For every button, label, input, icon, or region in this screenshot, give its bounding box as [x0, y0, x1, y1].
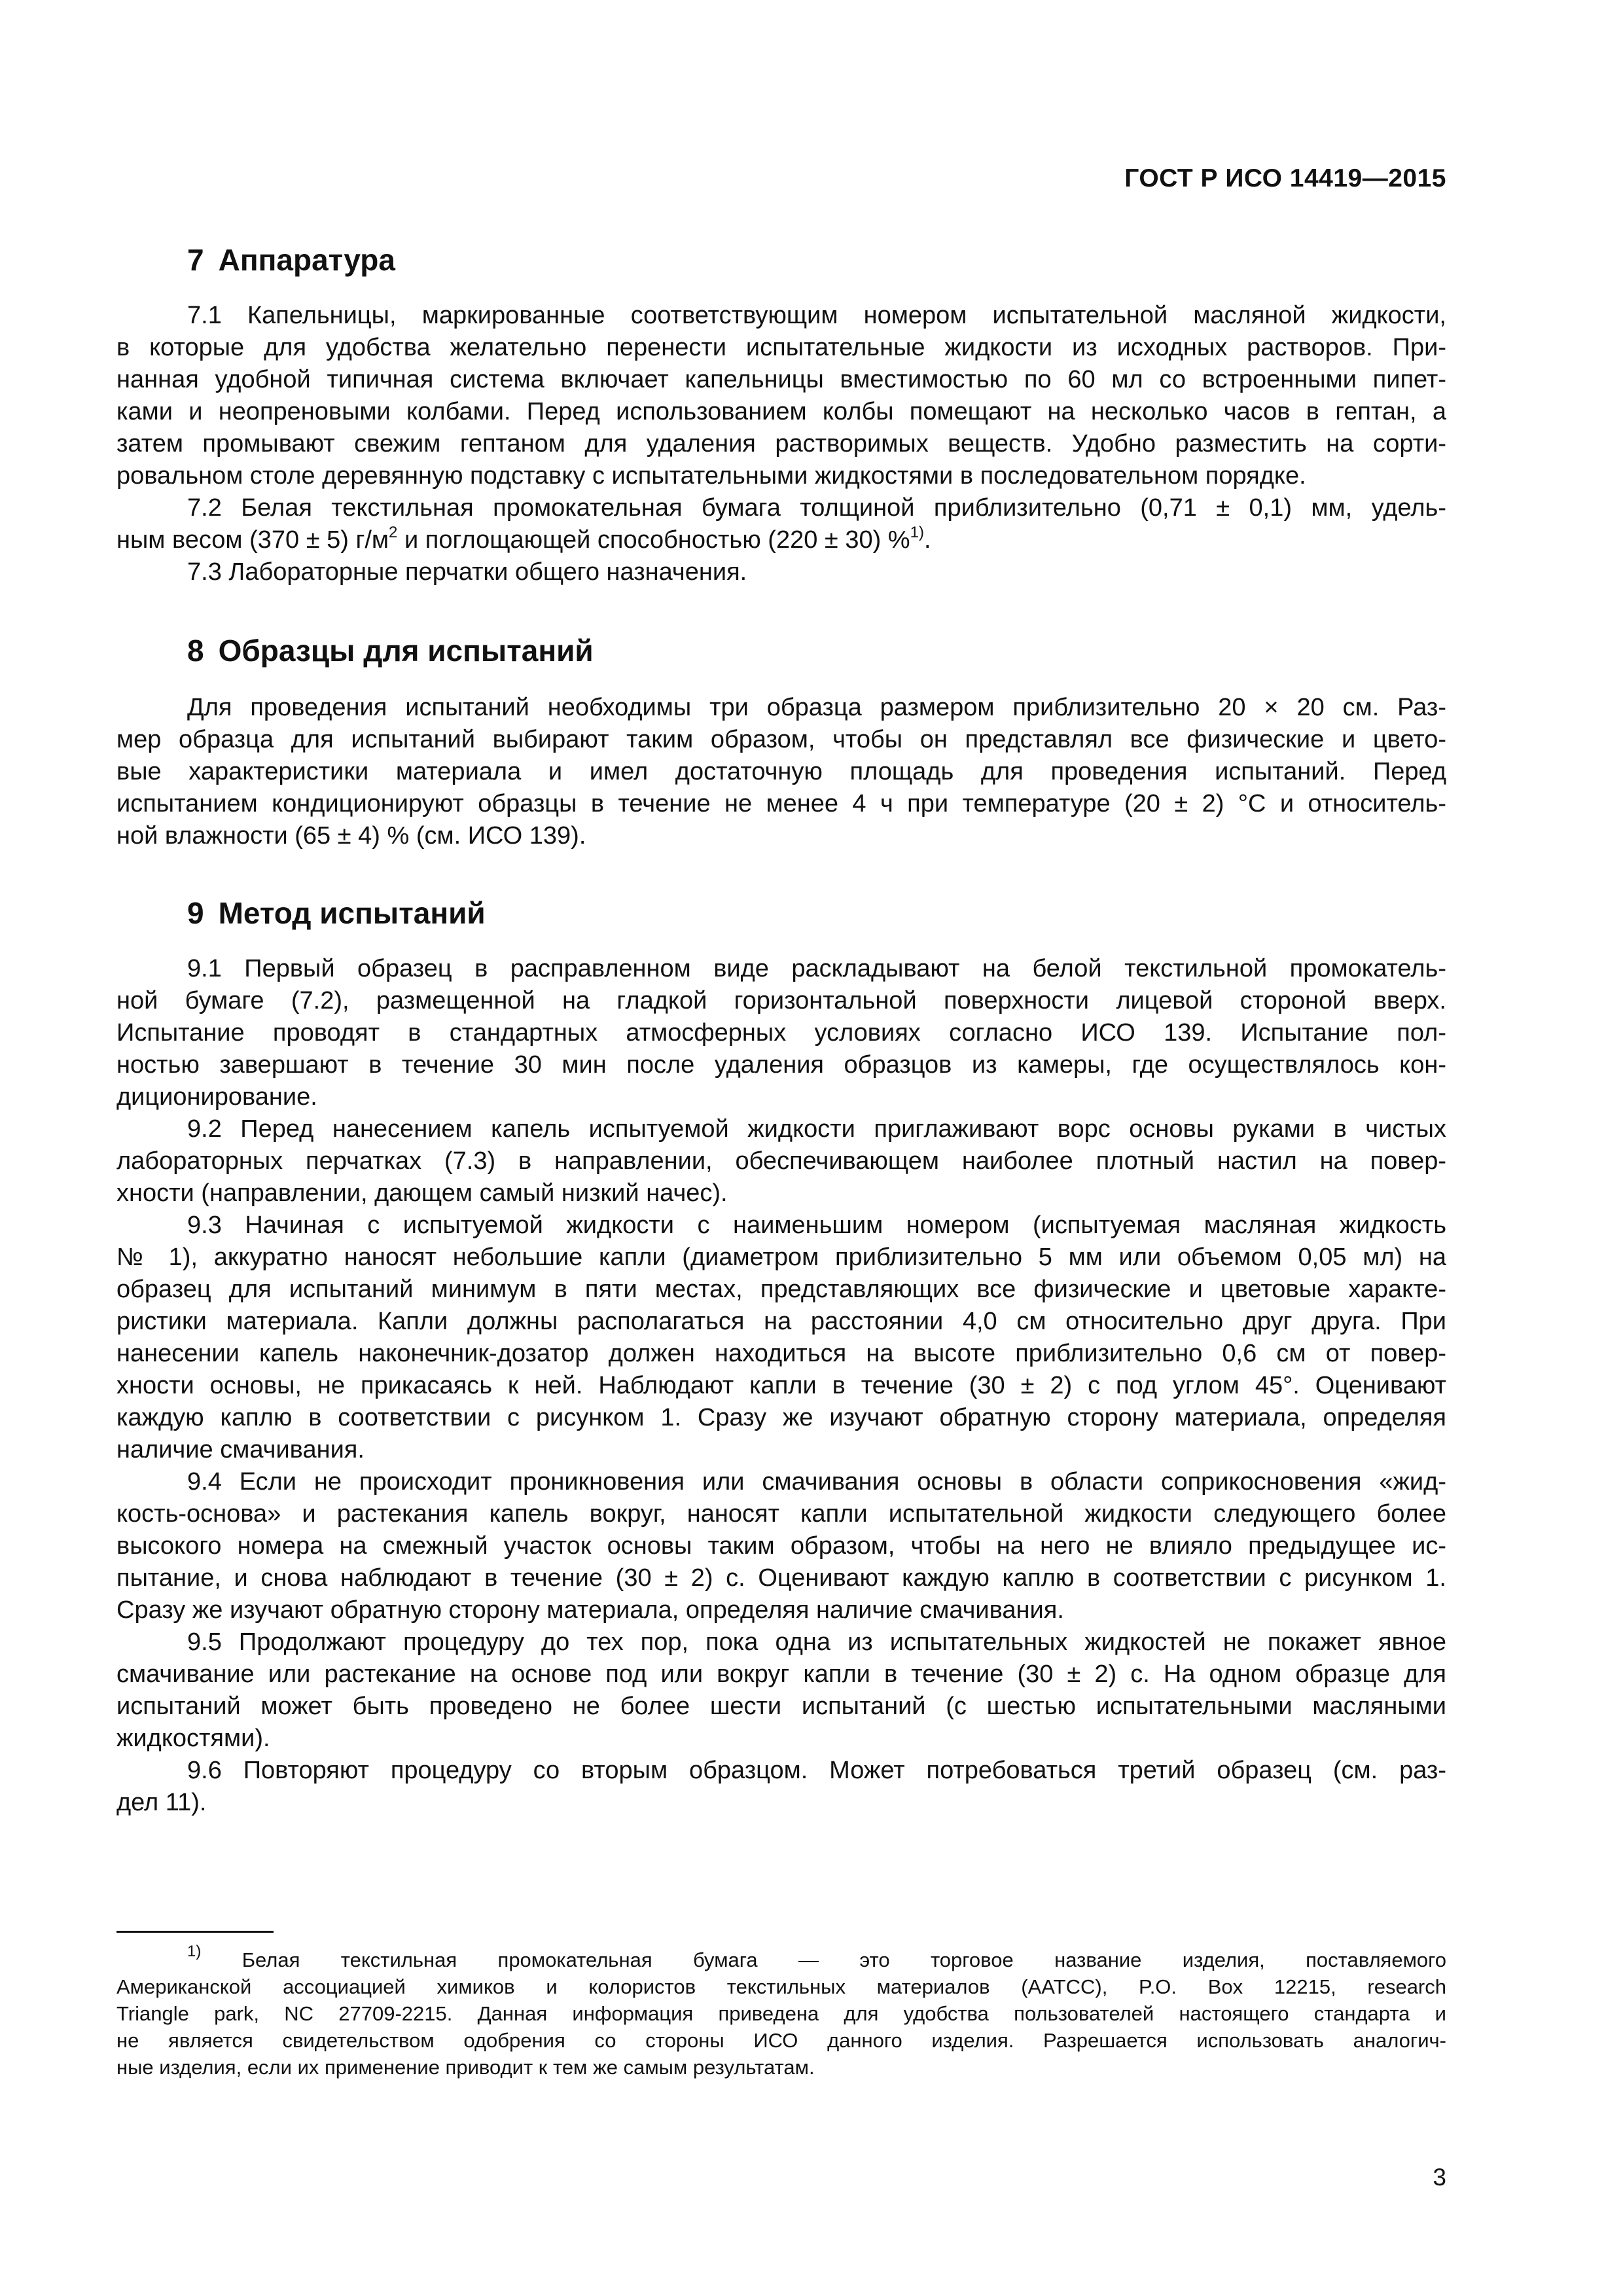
- text-fragment: .: [923, 526, 931, 554]
- text-line: ристики материала. Капли должны располагаться на расстоянии 4,0 см относительно друг друга. При: [116, 1308, 1446, 1335]
- text-line: ровальном столе деревянную подставку с испытательными жидкостями в последовательном порядке.: [116, 462, 1306, 490]
- footnote-line: [116, 1943, 1446, 1973]
- text-fragment: ным весом (370 ± 5) г/м: [116, 526, 389, 554]
- text-line: ностью завершают в течение 30 мин после удаления образцов из камеры, где осуществлялось кон-: [116, 1051, 1446, 1079]
- section-8-number: 8: [187, 634, 204, 668]
- text-line: смачивание или растекание на основе под или вокруг капли в течение (30 ± 2) с. На одном образце для: [116, 1660, 1446, 1688]
- footnote-line: Triangle park, NC 27709-2215. Данная информация приведена для удобства пользователей настоящего стандарта и: [116, 2002, 1446, 2025]
- text-line: ной бумаге (7.2), размещенной на гладкой горизонтальной поверхности лицевой стороной вверх.: [116, 987, 1446, 1014]
- text-line: наличие смачивания.: [116, 1436, 365, 1463]
- document-page: [116, 0, 1446, 2296]
- footnote-separator: [116, 1931, 274, 1933]
- text-line: 9.6 Повторяют процедуру со вторым образцом. Может потребоваться третий образец (см. раз-: [187, 1757, 1446, 1784]
- text-line: вые характеристики материала и имел достаточную площадь для проведения испытаний. Перед: [116, 758, 1446, 785]
- text-line: жидкостями).: [116, 1725, 270, 1752]
- paragraph-9-6: [116, 1755, 1446, 1819]
- text-line: Испытание проводят в стандартных атмосферных условиях согласно ИСО 139. Испытание пол-: [116, 1019, 1446, 1047]
- text-line: 9.4 Если не происходит проникновения или смачивания основы в области соприкосновения «жид-: [187, 1468, 1446, 1496]
- paragraph-9-4: [116, 1466, 1446, 1626]
- text-line: мер образца для испытаний выбирают таким образом, чтобы он представлял все физические и цвето-: [116, 726, 1446, 753]
- text-line: ной влажности (65 ± 4) % (см. ИСО 139).: [116, 822, 586, 850]
- text-line: каждую каплю в соответствии с рисунком 1. Сразу же изучают обратную сторону материала, определяя: [116, 1404, 1446, 1431]
- footnote-line: ные изделия, если их применение приводит к тем же самым результатам.: [116, 2056, 815, 2079]
- paragraph-9-5: [116, 1626, 1446, 1755]
- text-line: испытанием кондиционируют образцы в течение не менее 4 ч при температуре (20 ± 2) °С и относитель-: [116, 790, 1446, 817]
- text-line: хности (направлении, дающем самый низкий начес).: [116, 1179, 728, 1207]
- footnote-marker: 1): [187, 1943, 202, 1960]
- document-code: ГОСТ Р ИСО 14419—2015: [1124, 164, 1446, 192]
- text-line: 9.1 Первый образец в расправленном виде раскладывают на белой текстильной промокатель-: [187, 955, 1446, 982]
- text-line: ками и неопреновыми колбами. Перед использованием колбы помещают на несколько часов в гептан, а: [116, 398, 1446, 425]
- section-7-number: 7: [187, 243, 204, 277]
- text-line: 9.3 Начиная с испытуемой жидкости с наименьшим номером (испытуемая масляная жидкость: [187, 1211, 1446, 1239]
- superscript: 2: [389, 524, 398, 541]
- text-line: № 1), аккуратно наносят небольшие капли (диаметром приблизительно 5 мм или объемом 0,05 мл) на: [116, 1244, 1446, 1271]
- text-line: Для проведения испытаний необходимы три образца размером приблизительно 20 × 20 см. Раз-: [187, 694, 1446, 721]
- text-line: Сразу же изучают обратную сторону материала, определяя наличие смачивания.: [116, 1596, 1064, 1624]
- text-line: кость-основа» и растекания капель вокруг, наносят капли испытательной жидкости следующего более: [116, 1500, 1446, 1528]
- text-line: нанесении капель наконечник-дозатор должен находиться на высоте приблизительно 0,6 см от повер-: [116, 1340, 1446, 1367]
- paragraph-9-3: [116, 1210, 1446, 1466]
- paragraph-9-1: [116, 953, 1446, 1113]
- text-line: 9.2 Перед нанесением капель испытуемой жидкости приглаживают ворс основы руками в чистых: [187, 1115, 1446, 1143]
- text-line: высокого номера на смежный участок основы таким образом, чтобы на него не влияло предыдущее ис-: [116, 1532, 1446, 1560]
- section-8-heading: [187, 633, 594, 668]
- section-9-title: Метод испытаний: [218, 896, 486, 930]
- section-7-heading: [187, 242, 395, 278]
- paragraph-8: [116, 692, 1446, 852]
- text-line: испытаний может быть проведено не более шести испытаний (с шестью испытательными масляными: [116, 1693, 1446, 1720]
- paragraph-7-1: [116, 300, 1446, 492]
- text-line: образец для испытаний минимум в пяти местах, представляющих все физические и цветовые характе-: [116, 1276, 1446, 1303]
- section-8-title: Образцы для испытаний: [218, 634, 594, 668]
- paragraph-7-3: [116, 556, 1446, 588]
- text-line: затем промывают свежим гептаном для удаления растворимых веществ. Удобно разместить на сорти-: [116, 430, 1446, 457]
- text-line: дел 11).: [116, 1789, 207, 1816]
- text-line: 7.1 Капельницы, маркированные соответствующим номером испытательной масляной жидкости,: [187, 302, 1446, 329]
- section-7-title: Аппаратура: [218, 243, 395, 277]
- footnote: [116, 1943, 1446, 2081]
- page-number: 3: [1433, 2164, 1446, 2191]
- text-fragment: и поглощающей способностью (220 ± 30) %: [397, 526, 910, 554]
- text-line: нанная удобной типичная система включает капельницы вместимостью по 60 мл со встроенными пипет-: [116, 366, 1446, 393]
- text-line: диционирование.: [116, 1083, 317, 1111]
- text-line: хности основы, не прикасаясь к ней. Наблюдают капли в течение (30 ± 2) с под углом 45°. Оценивают: [116, 1372, 1446, 1399]
- text-line: 7.2 Белая текстильная промокательная бумага толщиной приблизительно (0,71 ± 0,1) мм, удель-: [187, 494, 1446, 522]
- footnote-line: Американской ассоциацией химиков и колористов текстильных материалов (AATCC), P.O. Box 12215, research: [116, 1975, 1446, 1998]
- footnote-reference[interactable]: 1): [910, 524, 924, 541]
- text-line: 9.5 Продолжают процедуру до тех пор, пока одна из испытательных жидкостей не покажет явное: [187, 1628, 1446, 1656]
- footnote-text: Белая текстильная промокательная бумага — это торговое название изделия, поставляемого: [201, 1948, 1446, 1971]
- footnote-line: не является свидетельством одобрения со стороны ИСО данного изделия. Разрешается использовать аналогич-: [116, 2029, 1446, 2052]
- text-line: пытание, и снова наблюдают в течение (30 ± 2) с. Оценивают каждую каплю в соответствии с рисунком 1.: [116, 1564, 1446, 1592]
- paragraph-9-2: [116, 1113, 1446, 1210]
- text-line: 7.3 Лабораторные перчатки общего назначения.: [187, 558, 747, 586]
- paragraph-7-2: [116, 492, 1446, 556]
- section-9-heading: [187, 895, 486, 931]
- section-9-number: 9: [187, 896, 204, 930]
- text-line: лабораторных перчатках (7.3) в направлении, обеспечивающем наиболее плотный настил на повер-: [116, 1147, 1446, 1175]
- text-line: в которые для удобства желательно перенести испытательные жидкости из исходных растворов. При-: [116, 334, 1446, 361]
- text-line: [116, 524, 1446, 556]
